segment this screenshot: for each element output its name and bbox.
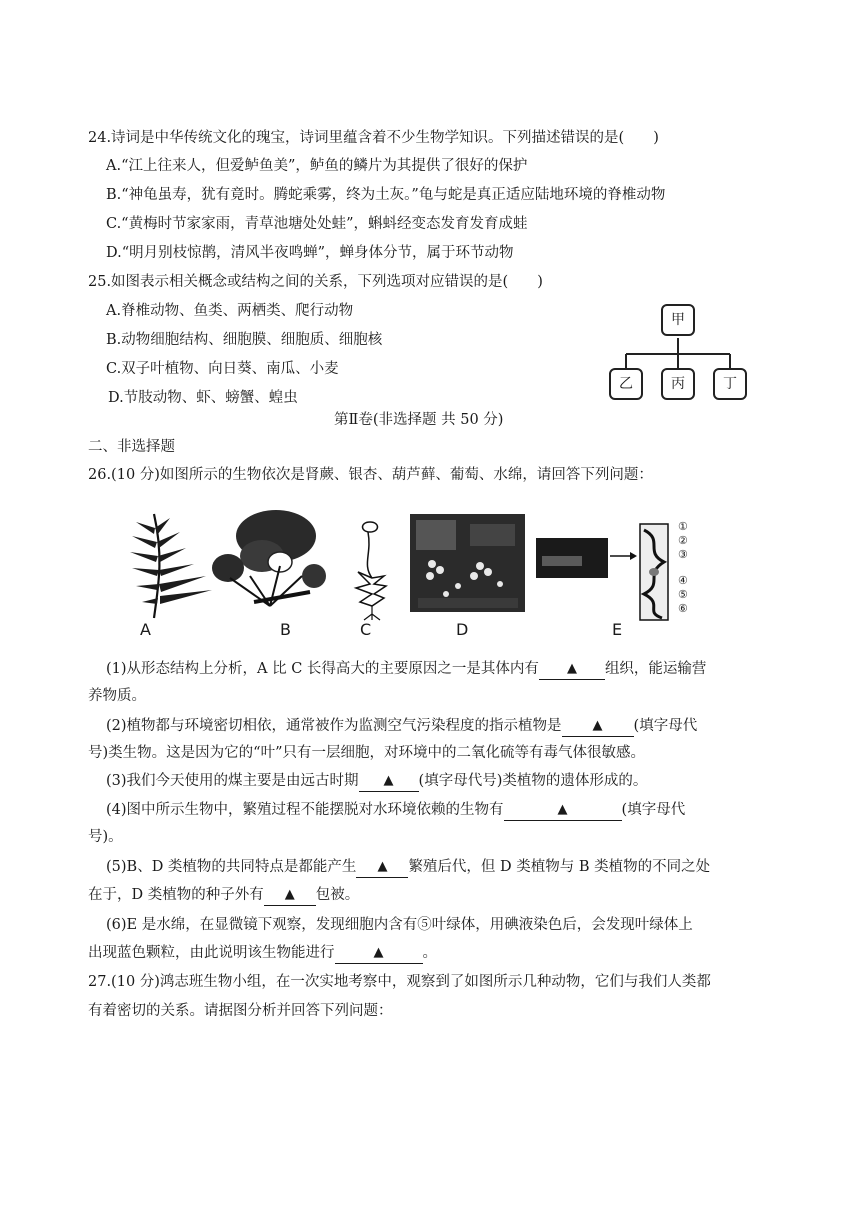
q26-part3-text: (3)我们今天使用的煤主要是由远古时期 bbox=[106, 773, 359, 789]
q26-part3 bbox=[106, 771, 647, 793]
q26-part5 bbox=[106, 857, 710, 879]
q26-part6: (6)E 是水绵，在显微镜下观察，发现细胞内含有⑤叶绿体，用碘液染色后，会发现叶绿体上 bbox=[106, 917, 693, 933]
q26-part1-text: (1)从形态结构上分析，A 比 C 长得高大的主要原因之一是其体内有 bbox=[106, 661, 539, 677]
figure-label-d: D bbox=[456, 620, 469, 639]
q26-part5-cont-end: 包被。 bbox=[315, 887, 360, 903]
q26-part4-text: (4)图中所示生物中，繁殖过程不能摆脱对水环境依赖的生物有 bbox=[106, 802, 504, 818]
blank-marker: ▲ bbox=[557, 802, 568, 817]
figure-label-e: E bbox=[612, 620, 623, 639]
blank-marker: ▲ bbox=[373, 945, 384, 960]
q26-part4-cont: 号)。 bbox=[88, 829, 123, 845]
q24-option-a: A.“江上往来人，但爱鲈鱼美”，鲈鱼的鳞片为其提供了很好的保护 bbox=[106, 158, 528, 174]
blank-marker: ▲ bbox=[377, 859, 388, 874]
diagram-box-top: 甲 bbox=[661, 304, 695, 336]
q27-stem-line2: 有着密切的关系。请据图分析并回答下列问题： bbox=[88, 1003, 393, 1019]
answer-blank-6[interactable] bbox=[264, 884, 316, 906]
q26-part5-cont bbox=[88, 885, 359, 907]
q24-option-b: B.“神龟虽寿，犹有竟时。腾蛇乘雾，终为土灰。”龟与蛇是真正适应陆地环境的脊椎动物 bbox=[106, 187, 666, 203]
answer-blank-1[interactable] bbox=[539, 658, 605, 680]
q24-option-d: D.“明月别枝惊鹊，清风半夜鸣蝉”，蝉身体分节，属于环节动物 bbox=[106, 245, 514, 261]
q26-part4-text-end: (填字母代 bbox=[621, 802, 686, 818]
answer-blank-4[interactable] bbox=[504, 799, 622, 821]
blank-marker: ▲ bbox=[592, 718, 603, 733]
q25-option-a: A.脊椎动物、鱼类、两栖类、爬行动物 bbox=[106, 303, 354, 319]
q26-part5-text-end: 繁殖后代，但 D 类植物与 B 类植物的不同之处 bbox=[408, 859, 711, 875]
answer-blank-3[interactable] bbox=[359, 770, 419, 792]
q25-option-d: D.节肢动物、虾、螃蟹、蝗虫 bbox=[108, 390, 298, 406]
spirogyra-cell-diagram bbox=[638, 522, 674, 622]
q26-part6-cont-text: 出现蓝色颗粒，由此说明该生物能进行 bbox=[88, 945, 335, 961]
blank-marker: ▲ bbox=[383, 773, 394, 788]
e-marker-6: ⑥ bbox=[678, 602, 688, 615]
grape-image bbox=[410, 514, 525, 612]
section-title: 第Ⅱ卷(非选择题 共 50 分) bbox=[334, 412, 504, 428]
q25-option-c: C.双子叶植物、向日葵、南瓜、小麦 bbox=[106, 361, 339, 377]
q26-part1-text-end: 组织，能运输营 bbox=[604, 661, 707, 677]
q26-part3-text-end: (填字母代号)类植物的遗体形成的。 bbox=[418, 773, 648, 789]
figure-label-a: A bbox=[140, 620, 151, 639]
moss-image bbox=[350, 514, 394, 624]
spirogyra-photo bbox=[536, 538, 608, 578]
e-marker-4: ④ bbox=[678, 574, 688, 587]
arrow-icon bbox=[608, 550, 638, 562]
diagram-box-right: 丁 bbox=[713, 368, 747, 400]
blank-marker: ▲ bbox=[284, 887, 295, 902]
q26-part2-text: (2)植物都与环境密切相依，通常被作为监测空气污染程度的指示植物是 bbox=[106, 718, 562, 734]
blank-marker: ▲ bbox=[566, 661, 577, 676]
answer-blank-5[interactable] bbox=[356, 856, 408, 878]
q26-part6-cont-end: 。 bbox=[422, 945, 437, 961]
fern-image bbox=[124, 508, 214, 620]
figure-label-b: B bbox=[280, 620, 291, 639]
q26-part5-cont-text: 在于，D 类植物的种子外有 bbox=[88, 887, 264, 903]
e-marker-1: ① bbox=[678, 520, 688, 533]
q26-part2-text-end: (填字母代 bbox=[633, 718, 698, 734]
q27-stem-line1: 27.(10 分)鸿志班生物小组，在一次实地考察中，观察到了如图所示几种动物，它们与我们人类都 bbox=[88, 974, 711, 990]
q25-stem: 25.如图表示相关概念或结构之间的关系，下列选项对应错误的是( ) bbox=[88, 274, 543, 290]
answer-blank-2[interactable] bbox=[562, 715, 634, 737]
figure-label-c: C bbox=[360, 620, 372, 639]
diagram-box-middle: 丙 bbox=[661, 368, 695, 400]
q24-stem: 24.诗词是中华传统文化的瑰宝，诗词里蕴含着不少生物学知识。下列描述错误的是( ) bbox=[88, 130, 659, 146]
q26-part1 bbox=[106, 659, 706, 681]
q26-part2-cont: 号)类生物。这是因为它的“叶”只有一层细胞，对环境中的二氧化硫等有毒气体很敏感。 bbox=[88, 745, 645, 761]
plants-figure bbox=[110, 500, 690, 645]
part-heading: 二、非选择题 bbox=[88, 439, 175, 455]
answer-blank-7[interactable] bbox=[335, 942, 423, 964]
e-marker-3: ③ bbox=[678, 548, 688, 561]
concept-diagram bbox=[600, 300, 770, 405]
q26-part2 bbox=[106, 716, 697, 738]
e-marker-2: ② bbox=[678, 534, 688, 547]
diagram-box-left: 乙 bbox=[609, 368, 643, 400]
q25-option-b: B.动物细胞结构、细胞膜、细胞质、细胞核 bbox=[106, 332, 383, 348]
q24-option-c: C.“黄梅时节家家雨，青草池塘处处蛙”，蝌蚪经变态发育发育成蛙 bbox=[106, 216, 528, 232]
q26-stem: 26.(10 分)如图所示的生物依次是肾蕨、银杏、葫芦藓、葡萄、水绵，请回答下列问题： bbox=[88, 467, 653, 483]
q26-part4 bbox=[106, 800, 685, 822]
q26-part6-cont bbox=[88, 943, 437, 965]
ginkgo-image bbox=[210, 506, 330, 616]
e-marker-5: ⑤ bbox=[678, 588, 688, 601]
q26-part5-text: (5)B、D 类植物的共同特点是都能产生 bbox=[106, 859, 357, 875]
q26-part1-cont: 养物质。 bbox=[88, 688, 146, 704]
